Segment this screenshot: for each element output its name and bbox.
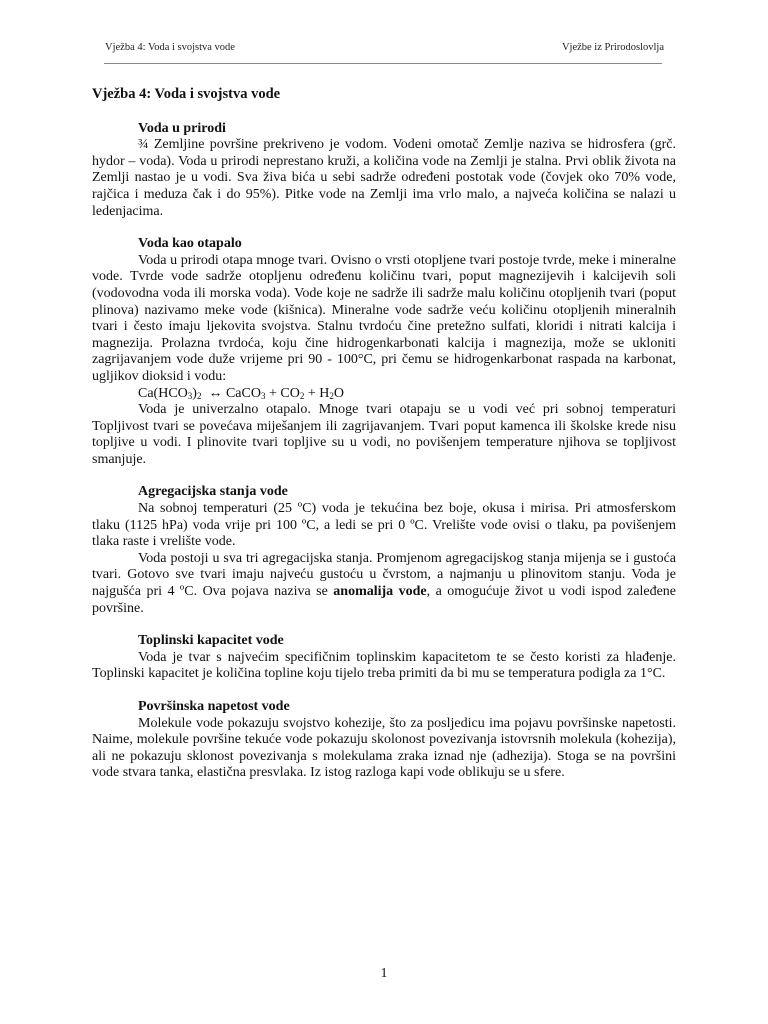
section-voda-kao-otapalo: [92, 236, 676, 468]
paragraph: Voda je tvar s najvećim specifičnim toplinskim kapacitetom te se često koristi za hlađenje. Toplinski kapacitet je količina topline koju tijelo treba primiti da bi mu se temperatura podigla za 1°C.: [92, 649, 676, 682]
document-body: [92, 86, 676, 798]
section-heading: Toplinski kapacitet vode: [138, 633, 284, 649]
chemical-equation: $Ca(HCO_3)_2$ ↔ CaCO$_3$ + $CO_2 + H_2O$: [138, 385, 344, 401]
header-left-text: Vježba 4: Voda i svojstva vode: [105, 42, 235, 53]
section-heading: Voda kao otapalo: [138, 236, 242, 252]
paragraph: Voda postoji u sva tri agregacijska stanja. Promjenom agregacijskog stanja mijenja se i gustoća tvari. Gotovo sve tvari imaju najveću gustoću u čvrstom, a najmanju u plinovitom stanju. Voda je najgušća pri 4 ºC. Ova pojava naziva se anomalija vode, a omogućuje život u vodi ispod zaleđene površine.: [92, 550, 677, 616]
paragraph: Na sobnoj temperaturi (25 ºC) voda je tekućina bez boje, okusa i mirisa. Pri atmosferskom tlaku (1125 hPa) voda vrije pri 100 ºC, a ledi se pri 0 ºC. Vrelište vode ovisi o tlaku, pa povišenjem tlaka raste i vrelište vode.: [92, 501, 676, 550]
equilibrium-arrow-icon: ↔: [208, 385, 223, 401]
section-heading: Agregacijska stanja vode: [138, 484, 288, 500]
bold-term: anomalija vode: [333, 584, 427, 600]
section-heading: Voda u prirodi: [138, 120, 226, 136]
page-number: 1: [380, 966, 388, 981]
document-title: Vježba 4: Voda i svojstva vode: [92, 86, 281, 102]
section-heading: Površinska napetost vode: [138, 699, 290, 714]
paragraph: Voda je univerzalno otapalo. Mnoge tvari otapaju se u vodi već pri sobnoj temperaturi Topljivost tvari se povećava miješanjem ili zagrijavanjem. Tvari poput kamenca ili školske krede nisu topljive u vodi. I plinovite tvari topljive su u vodi, no povišenjem temperature njihova se topljivost smanjuje.: [92, 402, 676, 467]
section-agregacijska-stanja: [92, 484, 676, 617]
section-toplinski-kapacitet: [92, 633, 676, 683]
paragraph: Molekule vode pokazuju svojstvo kohezije, što za posljedicu ima pojavu površinske napetosti. Naime, molekule površine tekuće vode pokazuju skolonost povezivanja istovrsnih molekula (kohezija), ali ne pokazuju sklonost povezivanja s molekulama zraka iznad nje (adhezija). Stoga se na površini vode stvara tanka, elastična presvlaka. Iz istog razloga kapi vode oblikuju se u sfere.: [92, 715, 676, 781]
section-povrsinska-napetost: [92, 699, 676, 782]
header-right-text: Vježbe iz Prirodoslovlja: [561, 42, 664, 53]
paragraph: Voda u prirodi otapa mnoge tvari. Ovisno o vrsti otopljene tvari postoje tvrde, meke i mineralne vode. Tvrde vode sadrže otopljenu određenu količinu tvari, poput magnezijevih i kalcijevih soli (vodovodna voda ili morska voda). Vode koje ne sadrže ili sadrže malu količinu otopljenih tvari (poput plinova) nazivamo meke vode (kišnica). Mineralne vode sadrže veću količinu otopljenih mineralnih tvari i često imaju ljekovita svojstva. Stalnu tvrdoću čine pretežno sulfati, kloridi i nitrati kalcija i magnezija. Prolazna tvrdoća, koju čine hidrogenkarbonati kalcija i magnezija, može se ukloniti zagrijavanjem vode duže vrijeme pri 90 - 100°C, pri čemu se hidrogenkarbonat raspada na karbonat, ugljikov dioksid i vodu:: [92, 252, 676, 384]
section-voda-u-prirodi: [92, 121, 676, 221]
header-divider: [104, 63, 662, 64]
paragraph: ¾ Zemljine površine prekriveno je vodom. Vodeni omotač Zemlje naziva se hidrosfera (grč. hydor – voda). Voda u prirodi neprestano kruži, a količina vode na Zemlji je stalna. Prvi oblik života na Zemlji nastao je u vodi. Sva živa bića u sebi sadrže određeni postotak vode (čovjek oko 70% vode, rajčica i meduza čak i do 95%). Pitke vode na Zemlji ima vrlo malo, a najveća količina se nalazi u ledenjacima.: [92, 137, 676, 219]
